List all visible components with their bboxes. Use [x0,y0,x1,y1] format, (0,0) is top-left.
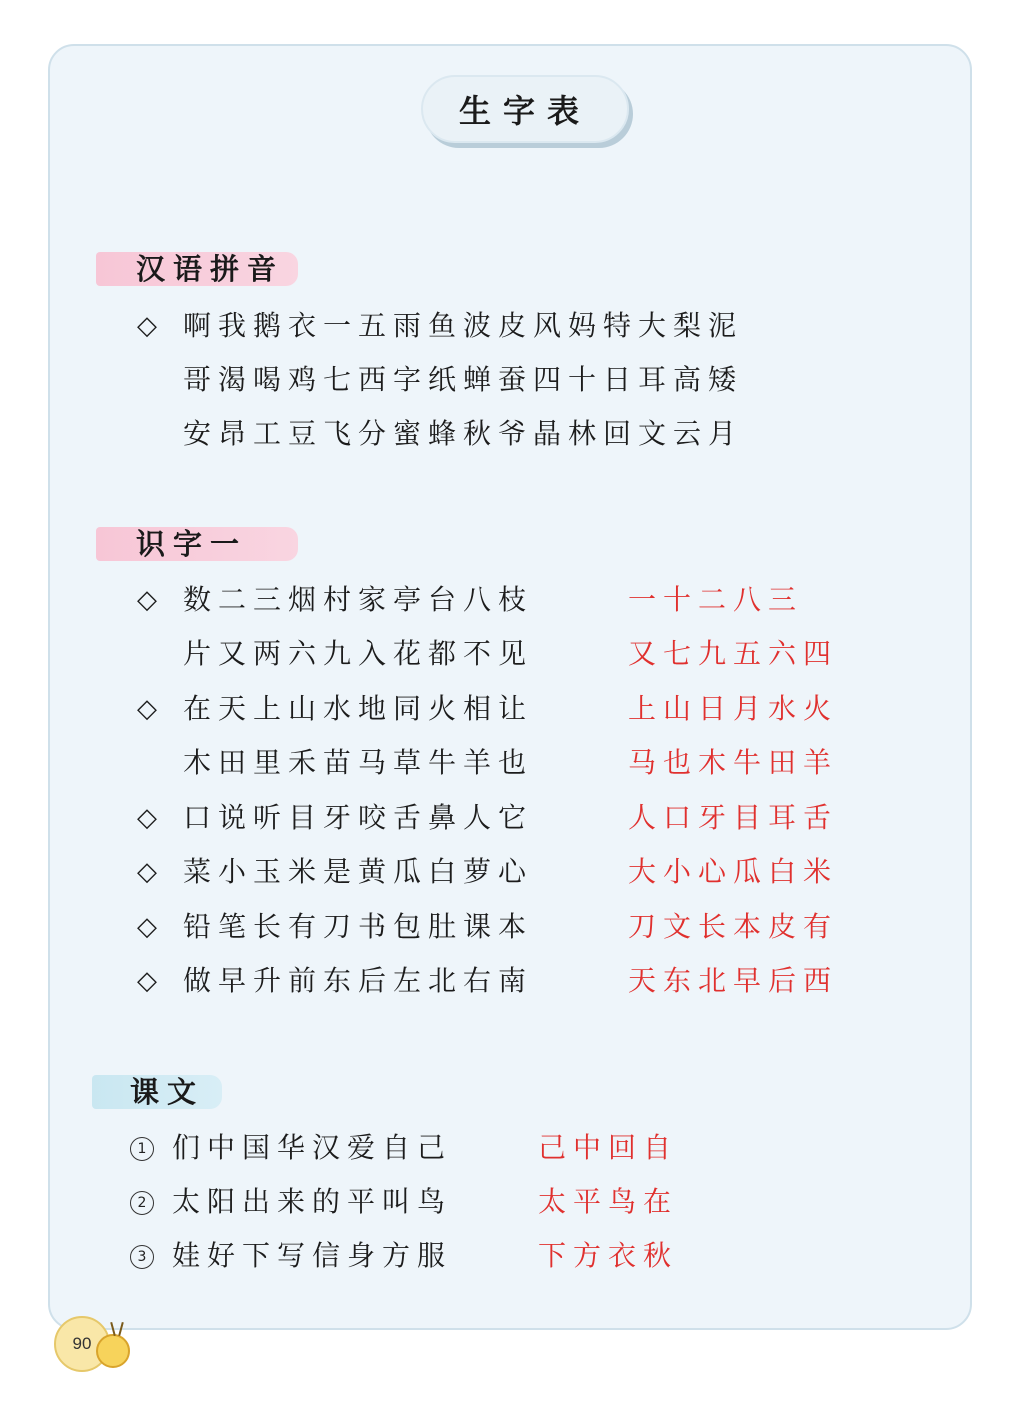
shizi-row-7-chars: 铅笔长有刀书包肚课本 [183,910,534,943]
page-number-badge: 90 [54,1316,110,1372]
shizi-row-8-writing-chars: 天东北早后西 [628,964,839,997]
bullet-icon: ◇ [137,857,157,887]
shizi-row-6-writing-chars: 大小心瓜白米 [628,855,839,888]
shizi-row-4-chars: 木田里禾苗马草牛羊也 [183,746,534,779]
bullet-icon: ◇ [137,585,157,615]
bullet-icon: ◇ [137,311,157,341]
kewen-row-3-writing-chars: 下方衣秋 [538,1239,679,1272]
kewen-row-3-chars: 娃好下写信身方服 [172,1239,453,1272]
shizi-row-3-writing-chars: 上山日月水火 [628,692,839,725]
section-heading-shizi: 识字一 [96,527,298,561]
bullet-icon: ◇ [137,694,157,724]
shizi-row-8-chars: 做早升前东后左北右南 [183,964,534,997]
shizi-row-2-writing-chars: 又七九五六四 [628,637,839,670]
pinyin-line-3: 安昂工豆飞分蜜蜂秋爷晶林回文云月 [183,417,744,450]
kewen-row-2-writing-chars: 太平鸟在 [538,1185,679,1218]
pinyin-line-1: 啊我鹅衣一五雨鱼波皮风妈特大梨泥 [183,309,744,342]
shizi-row-4-writing-chars: 马也木牛田羊 [628,746,839,779]
shizi-row-1-writing-chars: 一十二八三 [628,583,804,616]
bullet-icon: ◇ [137,966,157,996]
page-title: 生字表 [421,75,629,143]
shizi-row-5-writing-chars: 人口牙目耳舌 [628,801,839,834]
shizi-row-7-writing-chars: 刀文长本皮有 [628,910,839,943]
bullet-icon: ◇ [137,912,157,942]
section-heading-kewen: 课文 [92,1075,222,1109]
lesson-number-badge: 2 [130,1191,154,1215]
shizi-row-2-chars: 片又两六九入花都不见 [183,637,534,670]
shizi-row-3-chars: 在天上山水地同火相让 [183,692,534,725]
section-heading-pinyin: 汉语拼音 [96,252,298,286]
kewen-row-1-chars: 们中国华汉爱自己 [172,1131,453,1164]
shizi-row-6-chars: 菜小玉米是黄瓜白萝心 [183,855,534,888]
kewen-row-1-writing-chars: 己中回自 [538,1131,679,1164]
bullet-icon: ◇ [137,803,157,833]
snail-icon [96,1334,130,1368]
pinyin-line-2: 哥渴喝鸡七西字纸蝉蚕四十日耳高矮 [183,363,744,396]
lesson-number-badge: 1 [130,1137,154,1161]
shizi-row-5-chars: 口说听目牙咬舌鼻人它 [183,801,534,834]
kewen-row-2-chars: 太阳出来的平叫鸟 [172,1185,453,1218]
lesson-number-badge: 3 [130,1245,154,1269]
shizi-row-1-chars: 数二三烟村家亭台八枝 [183,583,534,616]
